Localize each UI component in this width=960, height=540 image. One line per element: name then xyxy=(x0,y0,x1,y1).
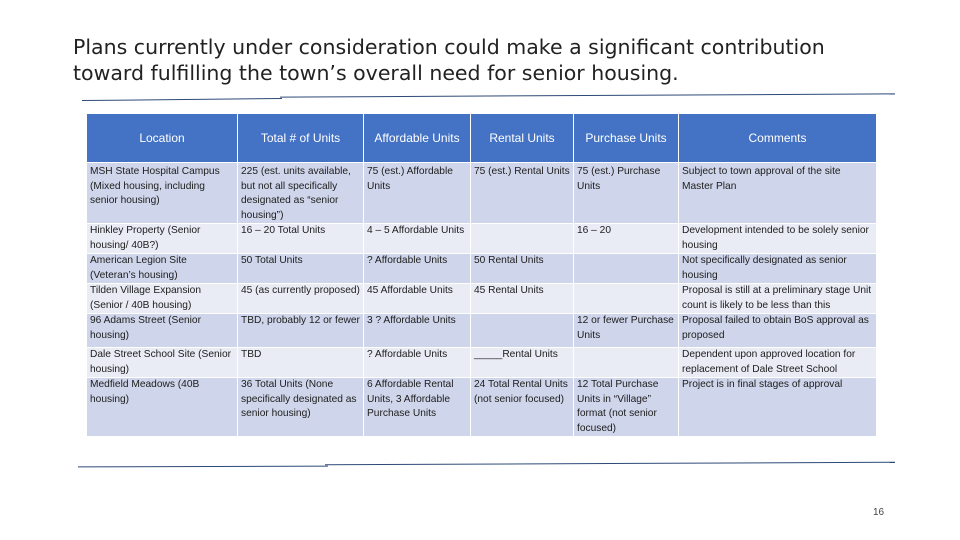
header-affordable-units: Affordable Units xyxy=(364,114,471,163)
cell-purchase xyxy=(574,284,679,314)
cell-rental: 50 Rental Units xyxy=(471,254,574,284)
cell-location: Dale Street School Site (Senior housing) xyxy=(87,348,238,378)
cell-affordable: 4 – 5 Affordable Units xyxy=(364,224,471,254)
top-divider-line xyxy=(82,98,282,101)
cell-location: Hinkley Property (Senior housing/ 40B?) xyxy=(87,224,238,254)
cell-total: 16 – 20 Total Units xyxy=(238,224,364,254)
slide-title: Plans currently under consideration could make a significant contribution toward fulfilling the town’s overall need for senior housing. xyxy=(73,35,825,85)
cell-total: TBD xyxy=(238,348,364,378)
cell-rental: 75 (est.) Rental Units xyxy=(471,163,574,224)
table-row xyxy=(87,254,877,284)
cell-purchase: 75 (est.) Purchase Units xyxy=(574,163,679,224)
cell-comments: Dependent upon approved location for replacement of Dale Street School xyxy=(679,348,877,378)
cell-affordable: 45 Affordable Units xyxy=(364,284,471,314)
top-divider-line-right xyxy=(280,93,895,97)
cell-purchase xyxy=(574,254,679,284)
cell-purchase xyxy=(574,348,679,378)
cell-location: 96 Adams Street (Senior housing) xyxy=(87,314,238,348)
cell-location: American Legion Site (Veteran’s housing) xyxy=(87,254,238,284)
table-row xyxy=(87,284,877,314)
cell-affordable: 3 ? Affordable Units xyxy=(364,314,471,348)
cell-comments: Project is in final stages of approval xyxy=(679,378,877,437)
table-header-row xyxy=(87,114,877,163)
table-row xyxy=(87,163,877,224)
cell-comments: Not specifically designated as senior housing xyxy=(679,254,877,284)
senior-housing-table xyxy=(86,113,877,437)
cell-rental: 45 Rental Units xyxy=(471,284,574,314)
cell-rental xyxy=(471,224,574,254)
cell-purchase: 12 Total Purchase Units in “Village” format (not senior focused) xyxy=(574,378,679,437)
cell-rental xyxy=(471,314,574,348)
cell-rental: 24 Total Rental Units (not senior focused) xyxy=(471,378,574,437)
header-rental-units: Rental Units xyxy=(471,114,574,163)
cell-total: 45 (as currently proposed) xyxy=(238,284,364,314)
table-row xyxy=(87,314,877,348)
cell-affordable: 6 Affordable Rental Units, 3 Affordable Purchase Units xyxy=(364,378,471,437)
cell-purchase: 12 or fewer Purchase Units xyxy=(574,314,679,348)
cell-location: MSH State Hospital Campus (Mixed housing, including senior housing) xyxy=(87,163,238,224)
header-comments: Comments xyxy=(679,114,877,163)
cell-location: Tilden Village Expansion (Senior / 40B housing) xyxy=(87,284,238,314)
page-number: 16 xyxy=(873,507,885,518)
table-row xyxy=(87,348,877,378)
cell-total: 225 (est. units available, but not all specifically designated as “senior housing”) xyxy=(238,163,364,224)
header-total-units: Total # of Units xyxy=(238,114,364,163)
cell-affordable: ? Affordable Units xyxy=(364,254,471,284)
header-location: Location xyxy=(87,114,238,163)
header-purchase-units: Purchase Units xyxy=(574,114,679,163)
cell-total: 36 Total Units (None specifically designated as senior housing) xyxy=(238,378,364,437)
cell-total: 50 Total Units xyxy=(238,254,364,284)
table-row xyxy=(87,378,877,437)
table-row xyxy=(87,224,877,254)
cell-affordable: 75 (est.) Affordable Units xyxy=(364,163,471,224)
bottom-divider-line-right xyxy=(325,462,895,465)
cell-comments: Subject to town approval of the site Master Plan xyxy=(679,163,877,224)
cell-comments: Proposal failed to obtain BoS approval as proposed xyxy=(679,314,877,348)
cell-comments: Proposal is still at a preliminary stage Unit count is likely to be less than this xyxy=(679,284,877,314)
cell-purchase: 16 – 20 xyxy=(574,224,679,254)
cell-affordable: ? Affordable Units xyxy=(364,348,471,378)
cell-comments: Development intended to be solely senior housing xyxy=(679,224,877,254)
cell-location: Medfield Meadows (40B housing) xyxy=(87,378,238,437)
bottom-divider-line xyxy=(78,466,328,468)
cell-rental: _____Rental Units xyxy=(471,348,574,378)
cell-total: TBD, probably 12 or fewer xyxy=(238,314,364,348)
